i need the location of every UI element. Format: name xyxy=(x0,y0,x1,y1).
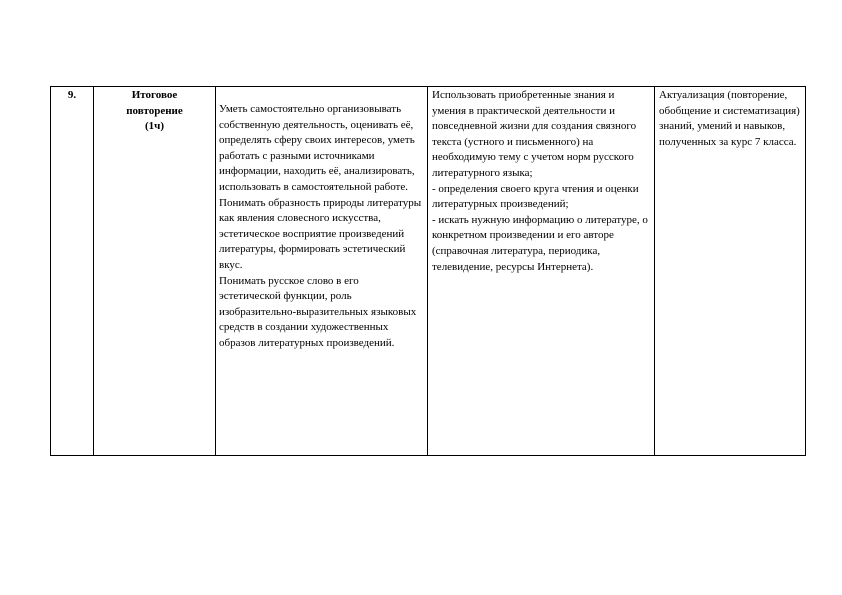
skills-paragraph-1: Уметь самостоятельно организовывать собственную деятельность, оценивать её, определять сферу своих интересов, уметь работать с разными источниками информации, находить её, анализировать, использовать в самостоятельной работе. xyxy=(219,103,415,193)
activities-paragraph-3: - искать нужную информацию о литературе, о конкретном произведении и его авторе (справочная литература, периодика, телевидение, ресурсы Интернета). xyxy=(432,213,648,273)
table-row xyxy=(51,87,806,456)
topic-hours: (1ч) xyxy=(144,120,165,133)
result-cell xyxy=(655,87,806,456)
activities-paragraph-2: - определения своего круга чтения и оценки литературных произведений; xyxy=(432,182,639,211)
result-text: Актуализация (повторение, обобщение и систематизация) знаний, умений и навыков, полученных за курс 7 класса. xyxy=(659,89,800,148)
lesson-number-cell xyxy=(51,87,94,456)
skills-paragraph-2: Понимать образность природы литературы как явления словесного искусства, эстетическое восприятие произведений литературы, формировать эстетический вкус. xyxy=(219,196,422,271)
activities-cell xyxy=(428,87,655,456)
lesson-topic-cell xyxy=(94,87,216,456)
lesson-plan-table xyxy=(50,86,806,456)
topic-line-1: Итоговое xyxy=(131,89,178,101)
topic-line-2: повторение xyxy=(126,104,183,117)
skills-paragraph-3: Понимать русское слово в его эстетической функции, роль изобразительно-выразительных языковых средств в создании художественных образов литературных произведений. xyxy=(219,274,417,349)
activities-paragraph-1: Использовать приобретенные знания и умения в практической деятельности и повседневной жизни для создания связного текста (устного и письменного) на необходимую тему с учетом норм русского литературного языка; xyxy=(432,89,637,179)
skills-cell xyxy=(216,87,428,456)
lesson-number: 9. xyxy=(67,89,77,101)
